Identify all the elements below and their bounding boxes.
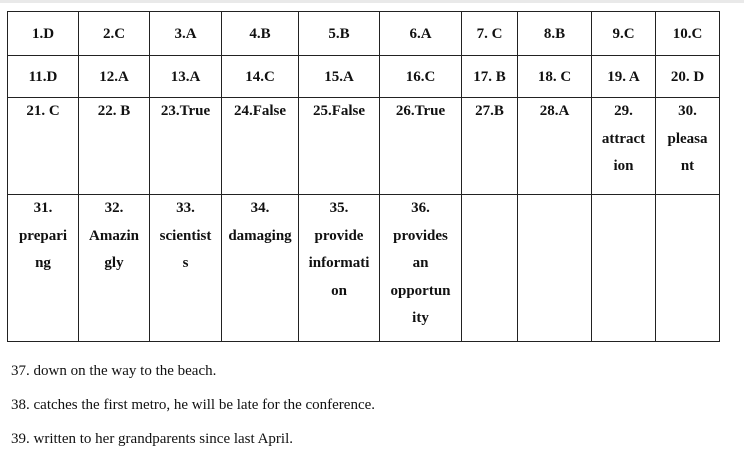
answer-text: 14.C [245,68,275,85]
answer-text: 24.False [233,103,287,119]
answer-cell [656,98,720,195]
answer-cell [462,56,518,98]
answer-cell [79,12,150,56]
table-row [8,56,720,98]
answer-text-line: 29. [614,103,633,119]
answer-text: 27.B [475,103,504,119]
empty-cell [462,195,518,342]
empty-cell [592,195,656,342]
answer-text-line: ion [613,158,634,174]
answer-cell [299,12,380,56]
answer-cell [150,56,222,98]
answer-cell [79,56,150,98]
answer-text-line: nt [680,158,695,174]
answer-text-line: Amazin [89,227,139,244]
answer-cell [150,12,222,56]
answer-cell [518,12,592,56]
sentence-answers [11,354,375,456]
answer-cell [150,195,222,342]
answer-cell [79,195,150,342]
answer-cell [462,12,518,56]
answer-text: 13.A [170,68,201,85]
answer-text: 18. C [537,68,572,85]
answer-text: 9.C [612,25,635,42]
answer-cell [380,12,462,56]
answer-cell [299,195,380,342]
answer-text-line: provide [314,227,364,244]
answer-text: 12.A [99,68,129,85]
answer-text: 28.A [539,103,570,119]
answer-cell [518,98,592,195]
answer-cell [656,12,720,56]
answer-text: 22. B [97,103,131,119]
answer-cell [8,12,79,56]
answer-text-line: provides [393,227,448,244]
answer-text: 7. C [476,25,503,42]
answer-cell [380,98,462,195]
answer-text-line: ng [35,255,51,271]
table-row [8,98,720,195]
answer-text-line: 36. [411,200,430,216]
answer-text: 17. B [473,68,506,85]
answer-cell [222,195,299,342]
answer-text: 26.True [395,103,446,119]
answer-text: 1.D [31,25,55,42]
answer-text: 21. C [26,103,60,119]
answer-text: 4.B [249,25,271,42]
answer-text-line: 30. [678,103,697,119]
answer-text: 10.C [672,25,703,42]
answer-cell [299,98,380,195]
answer-text-line: opportun [390,282,451,299]
answer-cell [222,12,299,56]
answer-text: 20. D [670,68,705,85]
answer-text-line: prepari [18,227,68,244]
answer-text-line: s [182,255,189,271]
empty-cell [656,195,720,342]
answer-text-line: an [412,255,429,271]
answer-text-line: 32. [104,200,124,216]
answer-key-table [7,11,720,342]
answer-text: 25.False [312,103,366,119]
answer-text-line: on [331,282,347,299]
answer-cell [592,12,656,56]
answer-cell [592,56,656,98]
answer-text: 8.B [543,25,566,42]
answer-cell [462,98,518,195]
answer-text: 16.C [405,68,436,85]
answer-text: 11.D [28,68,58,85]
sentence-answer: 37. down on the way to the beach. [11,363,217,379]
answer-text-line: 33. [176,200,195,216]
answer-cell [380,195,462,342]
answer-cell [8,98,79,195]
answer-text-line: gly [104,255,124,271]
answer-text-line: attract [601,130,646,147]
answer-cell [79,98,150,195]
answer-text: 15.A [324,68,354,85]
answer-text: 3.A [174,25,197,42]
answer-cell [656,56,720,98]
table-row [8,12,720,56]
answer-text-line: 31. [33,200,53,216]
top-divider [0,0,744,3]
answer-text: 23.True [160,103,211,119]
answer-cell [299,56,380,98]
answer-cell [8,195,79,342]
answer-cell [222,56,299,98]
answer-text-line: 34. [250,200,270,216]
answer-text-line: informati [308,255,370,271]
answer-text-line: ity [412,310,429,326]
answer-cell [592,98,656,195]
answer-text-line: damaging [228,227,292,244]
answer-text: 2.C [102,25,126,42]
answer-cell [150,98,222,195]
answer-cell [380,56,462,98]
answer-cell [518,56,592,98]
table-row [8,195,720,342]
answer-text: 6.A [409,25,432,42]
answer-text-line: scientist [159,227,212,244]
empty-cell [518,195,592,342]
answer-text: 5.B [328,25,350,42]
answer-cell [222,98,299,195]
answer-text-line: pleasa [667,130,708,147]
sentence-answer: 39. written to her grandparents since last April. [11,431,294,447]
answer-cell [8,56,79,98]
answer-text: 19. A [607,68,640,85]
answer-text-line: 35. [329,200,349,216]
sentence-answer: 38. catches the first metro, he will be late for the conference. [11,397,376,413]
